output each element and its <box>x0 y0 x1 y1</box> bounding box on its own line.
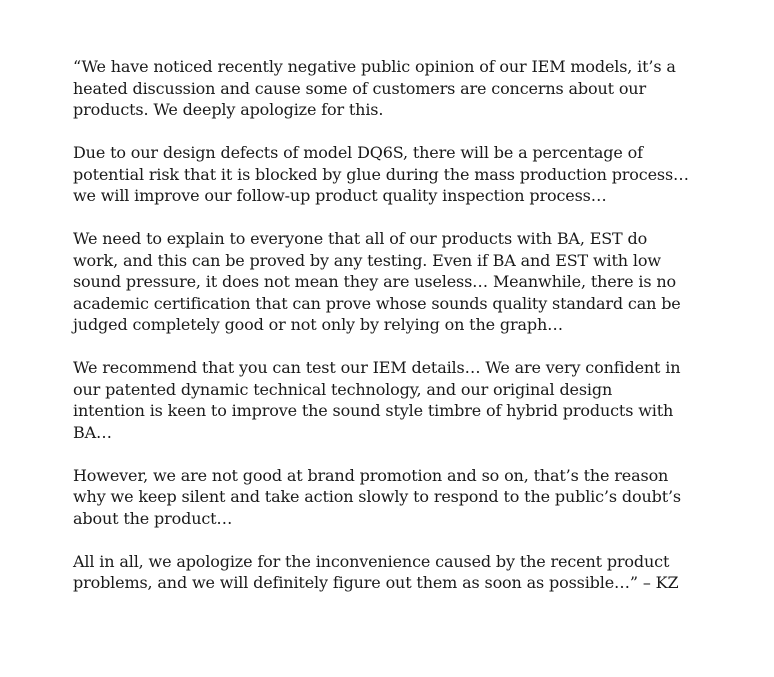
text-line: We recommend that you can test our IEM details… We are very confident in <box>73 358 681 377</box>
text-line: BA… <box>73 422 112 442</box>
text-line: our patented dynamic technical technology, and our original design <box>73 379 613 399</box>
text-line: We need to explain to everyone that all of our products with BA, EST do <box>73 229 648 248</box>
text-line: products. We deeply apologize for this. <box>73 100 384 119</box>
text-line: academic certification that can prove whose sounds quality standard can be <box>73 293 681 313</box>
text-line: why we keep silent and take action slowly to respond to the public’s doubt’s <box>73 487 681 506</box>
text-line: heated discussion and cause some of customers are concerns about our <box>73 78 646 98</box>
text-line: work, and this can be proved by any testing. Even if BA and EST with low <box>73 250 661 270</box>
text-line: Due to our design defects of model DQ6S, there will be a percentage of <box>73 143 643 162</box>
statement-document <box>73 56 723 615</box>
paragraph-ba-est-explanation <box>73 228 723 336</box>
text-line: we will improve our follow-up product quality inspection process… <box>73 186 607 205</box>
text-line: problems, and we will definitely figure out them as soon as possible…” – KZ <box>73 573 679 592</box>
text-line: However, we are not good at brand promotion and so on, that’s the reason <box>73 465 669 485</box>
paragraph-design-defects <box>73 142 723 207</box>
paragraph-closing <box>73 551 723 594</box>
text-line: about the product… <box>73 508 233 528</box>
paragraph-brand-promotion <box>73 465 723 530</box>
text-line: All in all, we apologize for the inconvenience caused by the recent product <box>73 551 670 571</box>
text-line: judged completely good or not only by relying on the graph… <box>73 315 563 334</box>
text-line: “We have noticed recently negative public opinion of our IEM models, it’s a <box>73 57 676 76</box>
text-line: sound pressure, it does not mean they are useless… Meanwhile, there is no <box>73 272 676 291</box>
paragraph-apology <box>73 56 723 121</box>
text-line: intention is keen to improve the sound style timbre of hybrid products with <box>73 401 674 420</box>
paragraph-recommendation <box>73 357 723 443</box>
text-line: potential risk that it is blocked by glue during the mass production process… <box>73 164 689 184</box>
